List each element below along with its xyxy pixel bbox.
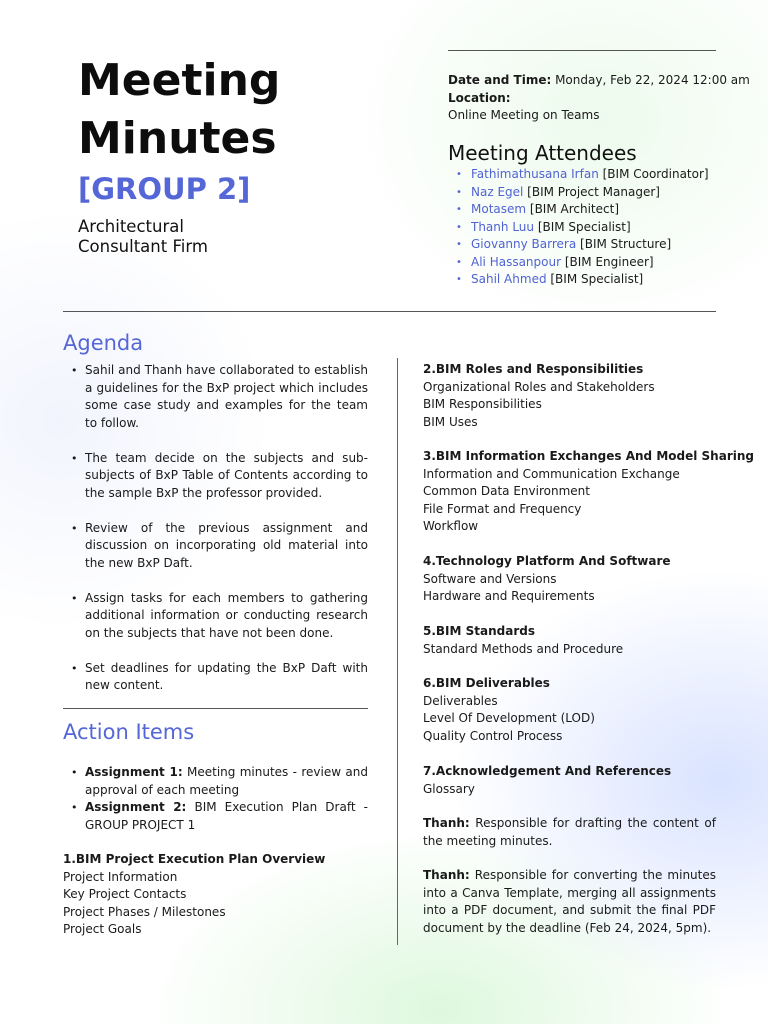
action-item bbox=[71, 799, 368, 834]
section-item: Key Project Contacts bbox=[63, 887, 187, 901]
firm-line-1: Architectural bbox=[78, 217, 184, 236]
section-item: Hardware and Requirements bbox=[423, 589, 595, 603]
agenda-item: • Set deadlines for updating the BxP Daft with new content. bbox=[71, 660, 368, 695]
attendee-role: [BIM Engineer] bbox=[561, 254, 654, 269]
section-6 bbox=[423, 675, 595, 745]
attendee-item bbox=[456, 166, 709, 184]
location-line bbox=[448, 90, 750, 108]
note-text: Responsible for converting the minutes into a Canva Template, merging all assignments into a PDF document, and submit the final PDF document by the deadline (Feb 24, 2024, 5pm). bbox=[423, 868, 716, 935]
location-label: Location: bbox=[448, 90, 511, 105]
section-heading: 1.BIM Project Execution Plan Overview bbox=[63, 852, 326, 866]
section-4 bbox=[423, 553, 671, 606]
section-3 bbox=[423, 448, 754, 536]
attendee-item bbox=[456, 201, 709, 219]
section-heading: 7.Acknowledgement And References bbox=[423, 764, 672, 778]
section-heading: 6.BIM Deliverables bbox=[423, 676, 550, 690]
location-value: Online Meeting on Teams bbox=[448, 108, 600, 122]
attendee-role: [BIM Structure] bbox=[576, 237, 672, 251]
attendee-role: [BIM Specialist] bbox=[546, 272, 644, 286]
date-label: Date and Time: bbox=[448, 73, 552, 87]
note-2 bbox=[423, 867, 716, 937]
section-item: Software and Versions bbox=[423, 571, 557, 586]
attendee-role: [BIM Coordinator] bbox=[598, 167, 709, 181]
section-heading: 5.BIM Standards bbox=[423, 624, 535, 638]
attendees-list bbox=[456, 166, 709, 289]
section-item: Deliverables bbox=[423, 693, 498, 708]
page-title bbox=[78, 52, 280, 168]
attendee-role: [BIM Project Manager] bbox=[523, 184, 660, 199]
action-items-heading: Action Items bbox=[63, 720, 195, 744]
firm-line-2: Consultant Firm bbox=[78, 237, 208, 256]
group-label: [GROUP 2] bbox=[78, 172, 251, 206]
section-1 bbox=[63, 851, 325, 939]
attendee-item bbox=[456, 254, 709, 272]
note-text: Responsible for drafting the content of the meeting minutes. bbox=[423, 816, 716, 848]
attendee-role: [BIM Specialist] bbox=[534, 219, 631, 234]
section-item: Project Phases / Milestones bbox=[63, 904, 226, 919]
agenda-item: • The team decide on the subjects and sub-subjects of BxP Table of Contents according to the sample BxP the professor provided. bbox=[71, 450, 368, 503]
attendee-item bbox=[456, 219, 709, 237]
section-item: File Format and Frequency bbox=[423, 501, 582, 516]
section-item: Common Data Environment bbox=[423, 484, 590, 498]
attendee-name: Naz Egel bbox=[471, 184, 524, 199]
title-line-2: Minutes bbox=[78, 113, 277, 164]
note-1 bbox=[423, 815, 716, 850]
note-label: Thanh: bbox=[423, 868, 470, 882]
action-items-list bbox=[71, 764, 368, 834]
attendee-name: Ali Hassanpour bbox=[471, 254, 562, 269]
section-item: Organizational Roles and Stakeholders bbox=[423, 379, 655, 394]
action-item-text: Meeting minutes - review and approval of each meeting bbox=[85, 765, 368, 797]
date-line bbox=[448, 72, 750, 90]
attendee-name: Thanh Luu bbox=[471, 219, 534, 234]
section-item: Quality Control Process bbox=[423, 728, 563, 743]
firm-name bbox=[78, 217, 208, 257]
action-item-label: Assignment 1: bbox=[85, 765, 183, 779]
action-item-label: Assignment 2: bbox=[85, 800, 187, 814]
section-item: Project Information bbox=[63, 869, 178, 884]
note-label: Thanh: bbox=[423, 816, 470, 830]
section-item: Glossary bbox=[423, 781, 475, 796]
section-item: BIM Uses bbox=[423, 414, 478, 429]
section-item: BIM Responsibilities bbox=[423, 397, 542, 411]
section-5 bbox=[423, 623, 623, 658]
attendee-role: [BIM Architect] bbox=[526, 202, 620, 216]
attendees-heading: Meeting Attendees bbox=[448, 141, 637, 165]
action-item-text: BIM Execution Plan Draft - GROUP PROJECT 1 bbox=[85, 800, 368, 832]
section-item: Workflow bbox=[423, 519, 479, 533]
attendee-name: Giovanny Barrera bbox=[471, 237, 577, 251]
agenda-item: • Assign tasks for each members to gathering additional information or conducting research on the subjects that have not been done. bbox=[71, 590, 368, 643]
section-item: Standard Methods and Procedure bbox=[423, 641, 624, 656]
header-divider bbox=[63, 311, 716, 312]
agenda-heading: Agenda bbox=[63, 331, 144, 355]
section-heading: 4.Technology Platform And Software bbox=[423, 554, 671, 568]
agenda-divider bbox=[63, 708, 368, 709]
agenda-item: • Review of the previous assignment and discussion on incorporating old material into the new BxP Daft. bbox=[71, 520, 368, 573]
section-heading: 3.BIM Information Exchanges And Model Sharing bbox=[423, 449, 754, 463]
attendee-name: Fathimathusana Irfan bbox=[471, 167, 599, 181]
section-heading: 2.BIM Roles and Responsibilities bbox=[423, 362, 644, 376]
top-divider bbox=[448, 50, 716, 51]
agenda-item: • Sahil and Thanh have collaborated to establish a guidelines for the BxP project which includes some case study and examples for the team to follow. bbox=[71, 362, 368, 432]
action-item bbox=[71, 764, 368, 799]
attendee-name: Sahil Ahmed bbox=[471, 272, 547, 286]
attendee-item bbox=[456, 236, 709, 254]
attendee-item bbox=[456, 184, 709, 202]
section-item: Project Goals bbox=[63, 922, 142, 936]
agenda-list bbox=[71, 362, 368, 712]
attendee-name: Motasem bbox=[471, 202, 527, 216]
section-7 bbox=[423, 763, 671, 798]
section-2 bbox=[423, 361, 655, 431]
date-value: Monday, Feb 22, 2024 12:00 am bbox=[551, 73, 750, 87]
attendee-item bbox=[456, 271, 709, 289]
section-item: Level Of Development (LOD) bbox=[423, 711, 595, 725]
column-divider bbox=[397, 358, 398, 945]
section-item: Information and Communication Exchange bbox=[423, 466, 680, 481]
meeting-info bbox=[448, 72, 750, 125]
title-line-1: Meeting bbox=[78, 55, 281, 106]
